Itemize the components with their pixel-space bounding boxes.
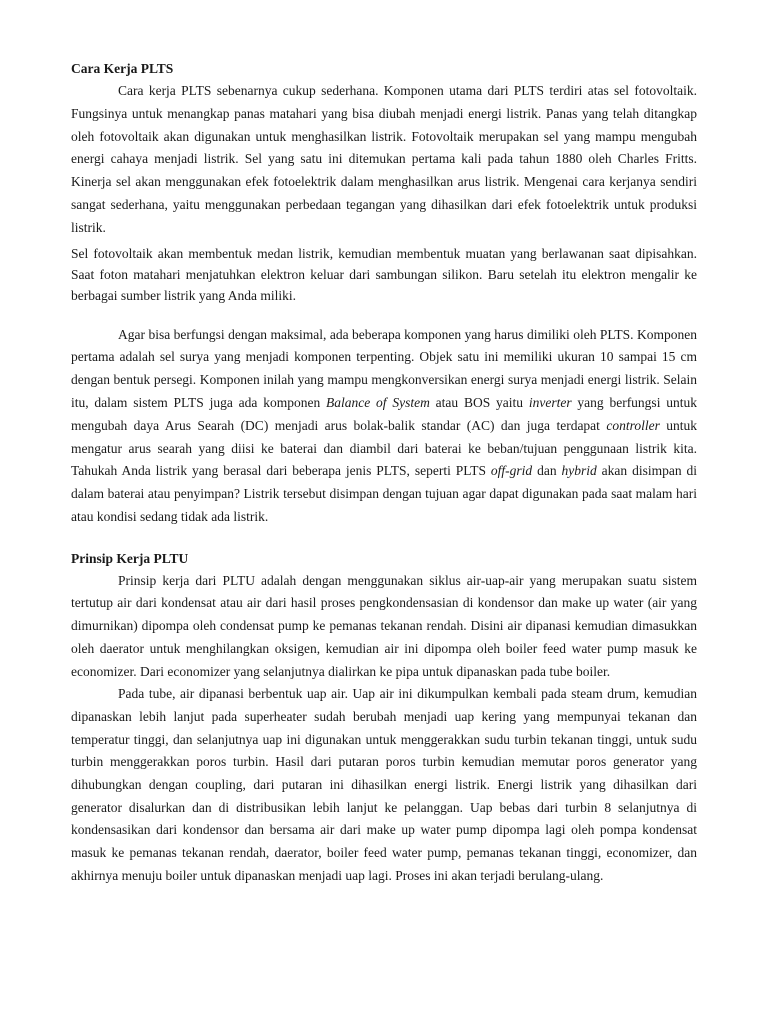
- text-segment: Cara kerja PLTS sebenarnya cukup sederhana. Komponen utama dari PLTS terdiri atas sel fotovoltaik. Fungsinya untuk menangkap panas matahari yang bisa diubah menjadi energi listrik. Panas yang telah ditangkap oleh fotovoltaik akan digunakan untuk menghasilkan listrik. Fotovoltaik merupakan sel yang mampu mengubah energi cahaya menjadi listrik. Sel yang satu ini ditemukan pertama kali pada tahun 1880 oleh Charles Fritts. Kinerja sel akan menggunakan efek fotoelektrik dalam menghasilkan arus listrik. Mengenai cara kerjanya sendiri sangat sederhana, yaitu menggunakan perbedaan tegangan yang dihasilkan dari efek fotoelektrik untuk produksi listrik.: [71, 83, 697, 235]
- paragraph-plts-intro: [71, 80, 697, 240]
- italic-term: Balance of System: [326, 394, 430, 410]
- text-segment: Sel fotovoltaik akan membentuk medan listrik, kemudian membentuk muatan yang berlawanan saat dipisahkan. Saat foton matahari menjatuhkan elektron keluar dari sambungan silikon. Baru setelah itu elektron mengalir ke berbagai sumber listrik yang Anda miliki.: [71, 245, 697, 303]
- italic-term: hybrid: [561, 463, 597, 479]
- italic-term: off-grid: [490, 463, 533, 479]
- text-segment: untuk mengatur arus searah yang diisi ke baterai dan diambil dari baterai ke beban/tujuan penggunaan listrik kita. Tahukah Anda listrik yang berasal dari beberapa jenis PLTS, seperti PLTS: [71, 417, 697, 479]
- section-heading-pltu: Prinsip Kerja PLTU: [71, 550, 189, 566]
- text-segment: akan disimpan di dalam baterai atau penyimpan? Listrik tersebut disimpan dengan tujuan agar dapat digunakan pada saat malam hari atau kondisi sedang tidak ada listrik.: [71, 463, 697, 524]
- text-segment: dan: [532, 463, 562, 479]
- text-segment: yang berfungsi untuk mengubah daya Arus Searah (DC) menjadi arus bolak-balik standar (AC) dan juga terdapat: [71, 394, 697, 433]
- paragraph-pltu-turbin: [71, 683, 697, 887]
- paragraph-plts-fotovoltaik: [71, 243, 697, 306]
- text-segment: Pada tube, air dipanasi berbentuk uap air. Uap air ini dikumpulkan kembali pada steam drum, kemudian dipanaskan lebih lanjut pada superheater sudah berubah menjadi uap kering yang mempunyai tekanan dan temperatur tinggi, dan selanjutnya uap ini digunakan untuk menggerakkan sudu turbin tekanan tinggi, untuk sudu turbin menggerakkan poros turbin. Hasil dari putaran poros turbin kemudian memutar poros generator yang dihubungkan dengan coupling, dari putaran ini dihasilkan energi listrik. Energi listrik yang dihasilkan dari generator disalurkan dan di distribusikan lebih lanjut ke pelanggan. Uap bebas dari turbin 8 selanjutnya di kondensasikan dari kondensor dan bersama air dari make up water pump dipompa lagi oleh pompa kondensat masuk ke pemanas tekanan rendah, daerator, boiler feed water pump, pemanas tekanan tinggi, economizer, dan akhirnya menuju boiler untuk dipanaskan menjadi uap lagi. Proses ini akan terjadi berulang-ulang.: [71, 686, 697, 883]
- paragraph-pltu-siklus: [71, 570, 697, 684]
- text-segment: Prinsip kerja dari PLTU adalah dengan menggunakan siklus air-uap-air yang merupakan suatu sistem tertutup air dari kondensat atau air dari hasil proses pengkondensasian di kondensor dan make up water (air yang dimurnikan) dipompa oleh condensat pump ke pemanas tekanan rendah. Disini air dipanasi kemudian dimasukkan oleh daerator untuk menghilangkan oksigen, kemudian air ini dipompa oleh boiler feed water pump masuk ke economizer. Dari economizer yang selanjutnya dialirkan ke pipa untuk dipanaskan pada tube boiler.: [71, 572, 697, 679]
- document-page: [71, 59, 697, 888]
- italic-term: controller: [606, 417, 660, 433]
- italic-term: inverter: [528, 394, 572, 410]
- text-segment: atau BOS yaitu: [429, 394, 529, 410]
- paragraph-plts-komponen: [71, 324, 697, 529]
- section-heading-plts: Cara Kerja PLTS: [71, 61, 174, 76]
- text-segment: Agar bisa berfungsi dengan maksimal, ada beberapa komponen yang harus dimiliki oleh PLTS. Komponen pertama adalah sel surya yang menjadi komponen terpenting. Objek satu ini memiliki ukuran 10 sampai 15 cm dengan bentuk persegi. Komponen inilah yang mampu mengkonversikan energi surya menjadi energi listrik. Selain itu, dalam sistem PLTS juga ada komponen: [71, 326, 697, 410]
